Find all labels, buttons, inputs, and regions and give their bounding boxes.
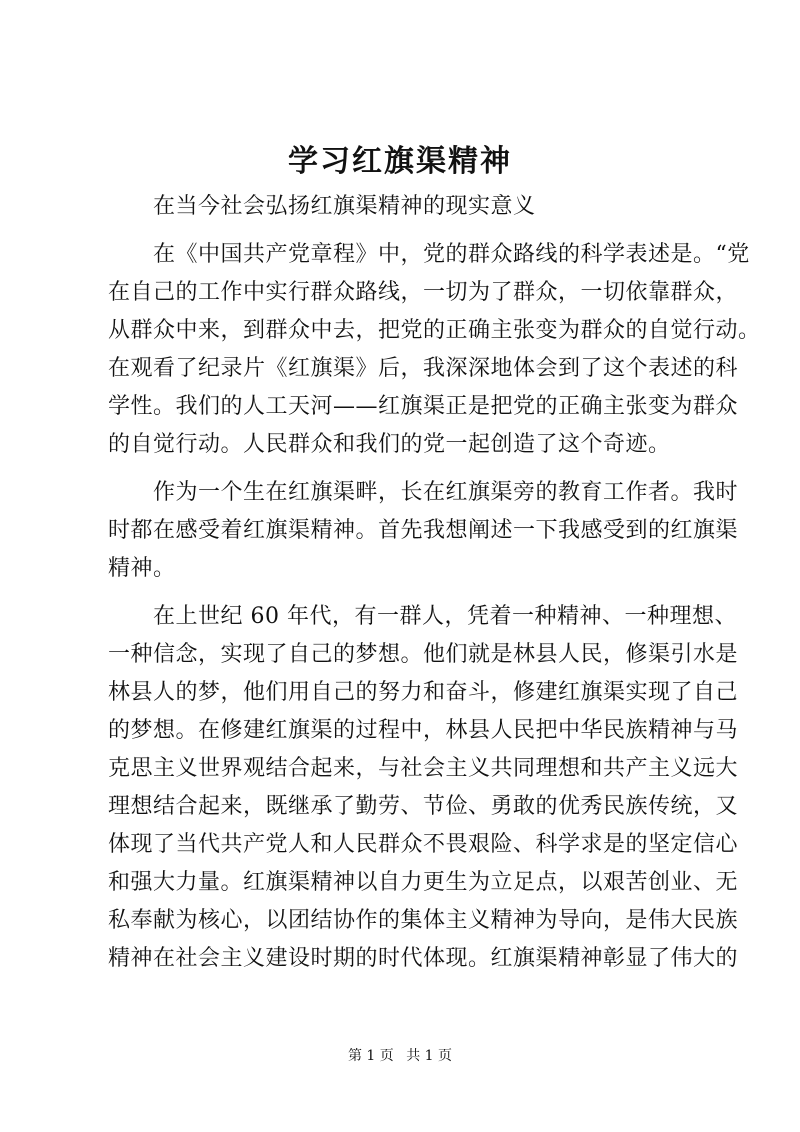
paragraph-line: 在上世纪 60 年代，有一群人，凭着一种精神、一种理想、 bbox=[108, 604, 737, 629]
paragraph-line: 在当今社会弘扬红旗渠精神的现实意义 bbox=[108, 194, 536, 219]
paragraph-line: 和强大力量。红旗渠精神以自力更生为立足点，以艰苦创业、无 bbox=[108, 870, 739, 895]
paragraph-line: 一种信念，实现了自己的梦想。他们就是林县人民，修渠引水是 bbox=[108, 642, 739, 667]
paragraph-line: 私奉献为核心，以团结协作的集体主义精神为导向，是伟大民族 bbox=[108, 908, 739, 933]
page-total: 共 1 页 bbox=[406, 1048, 453, 1064]
page-number: 第 1 页 bbox=[347, 1048, 394, 1064]
paragraph-line: 林县人的梦，他们用自己的努力和奋斗，修建红旗渠实现了自己 bbox=[108, 680, 739, 705]
paragraph-line: 时都在感受着红旗渠精神。首先我想阐述一下我感受到的红旗渠 bbox=[108, 518, 739, 543]
paragraph-line: 精神在社会主义建设时期的时代体现。红旗渠精神彰显了伟大的 bbox=[108, 946, 739, 971]
paragraph-line: 在自己的工作中实行群众路线，一切为了群众，一切依靠群众， bbox=[108, 280, 739, 305]
paragraph-line: 克思主义世界观结合起来，与社会主义共同理想和共产主义远大 bbox=[108, 756, 739, 781]
document-title: 学习红旗渠精神 bbox=[288, 144, 512, 179]
paragraph-line: 在观看了纪录片《红旗渠》后，我深深地体会到了这个表述的科 bbox=[108, 356, 739, 381]
document-body bbox=[108, 188, 761, 978]
paragraph-line: 理想结合起来，既继承了勤劳、节俭、勇敢的优秀民族传统，又 bbox=[108, 794, 739, 819]
paragraph-line: 精神。 bbox=[108, 556, 176, 581]
paragraph-line: 体现了当代共产党人和人民群众不畏艰险、科学求是的坚定信心 bbox=[108, 832, 739, 857]
paragraph-line: 从群众中来，到群众中去，把党的正确主张变为群众的自觉行动。 bbox=[108, 318, 761, 343]
paragraph-line: 在《中国共产党章程》中，党的群众路线的科学表述是。“党 bbox=[108, 242, 750, 267]
paragraph-line: 的梦想。在修建红旗渠的过程中，林县人民把中华民族精神与马 bbox=[108, 718, 739, 743]
paragraph-line: 的自觉行动。人民群众和我们的党一起创造了这个奇迹。 bbox=[108, 432, 671, 457]
paragraph-line: 作为一个生在红旗渠畔，长在红旗渠旁的教育工作者。我时 bbox=[108, 480, 739, 505]
page-footer bbox=[0, 1046, 800, 1066]
paragraph-line: 学性。我们的人工天河——红旗渠正是把党的正确主张变为群众 bbox=[108, 394, 739, 419]
